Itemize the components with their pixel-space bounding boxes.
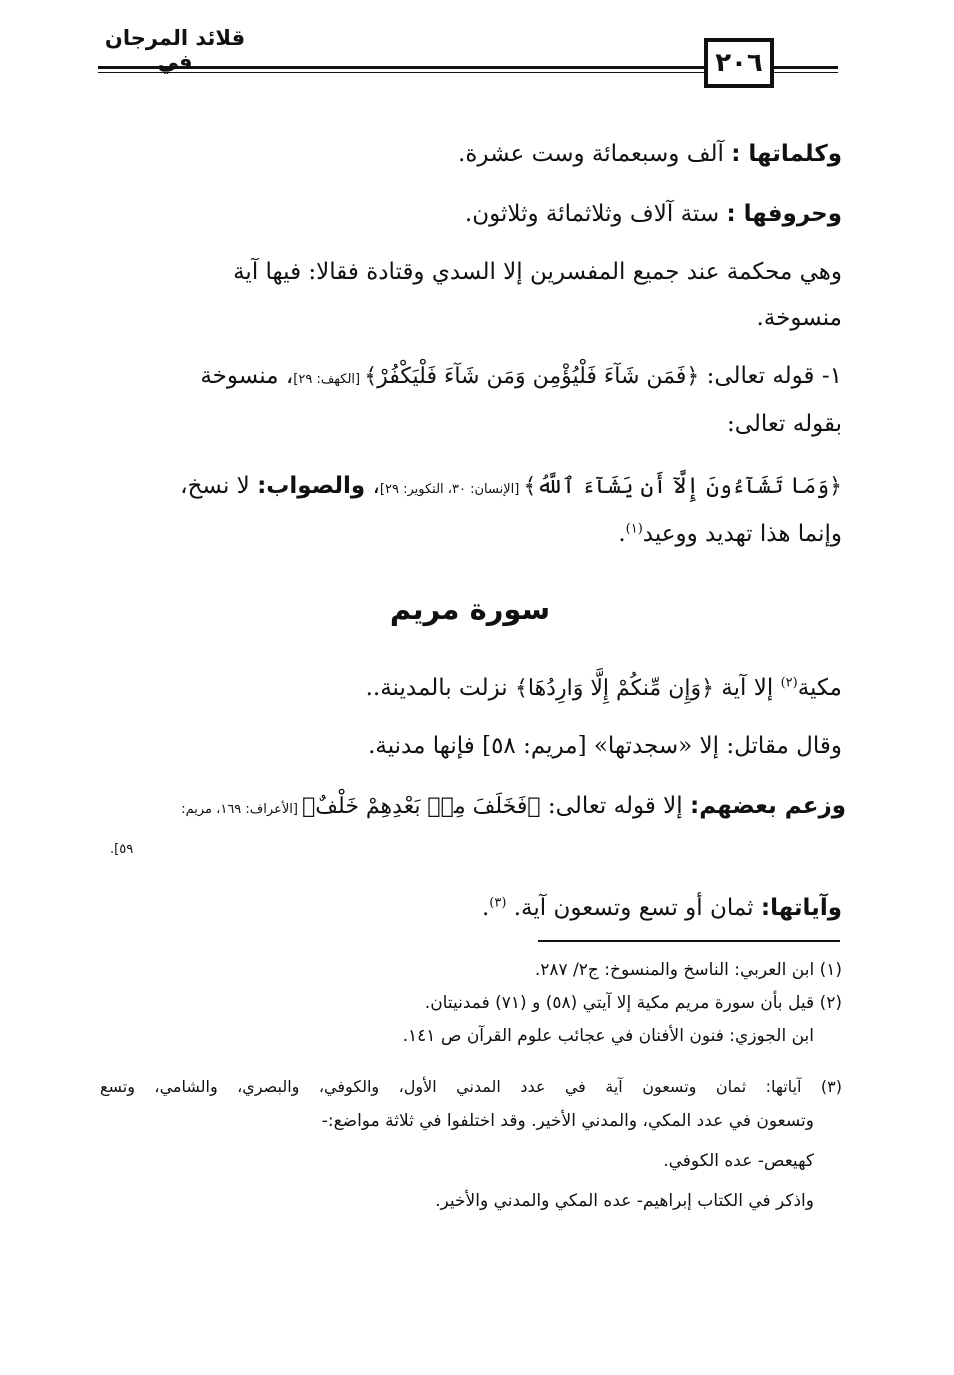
item1-suffix: ، منسوخة [200, 363, 294, 389]
zaam-label: وزعم بعضهم: [690, 793, 846, 819]
item2-line-2 [618, 508, 842, 560]
header-rule-right-bottom [774, 72, 838, 73]
footnote-marker-2: (٢) [780, 675, 798, 691]
item2-separator: ، [365, 473, 380, 499]
correct-view-label: والصواب: [257, 473, 366, 499]
letters-text: ستة آلاف وثلاثمائة وثلاثون. [464, 201, 727, 227]
footnote-3-line-4: واذكر في الكتاب إبراهيم- عده المكي والمدني والأخير. [435, 1191, 814, 1211]
footnote-2-source: ابن الجوزي: فنون الأفنان في عجائب علوم القرآن ص ١٤١. [402, 1026, 814, 1046]
item1-line-2: بقوله تعالى: [727, 411, 842, 437]
verses-count-line [482, 882, 842, 934]
makki-prefix: مكية [797, 675, 842, 701]
zaam-line [181, 780, 846, 836]
muhkama-line-1: وهي محكمة عند جميع المفسرين إلا السدي وقتادة فقالا: فيها آية [233, 259, 842, 285]
letters-label: وحروفها : [726, 201, 842, 227]
makki-mid: إلا آية [713, 675, 781, 701]
item1-quran-verse: ﴿فَمَن شَآءَ فَلْيُؤْمِن وَمَن شَآءَ فَلْيَكْفُرْ﴾ [364, 364, 700, 389]
footnote-3-line-2: وتسعون في عدد المكي، والمدني الأخير. وقد اختلفوا في ثلاثة مواضع:- [321, 1111, 814, 1131]
item1-reference: [الكهف: ٢٩] [293, 372, 365, 387]
zaam-reference: [الأعراف: ١٦٩، مريم: [181, 802, 303, 817]
item2-suffix: لا نسخ، [180, 473, 258, 499]
item2-reference: [الإنسان: ٣٠، التكوير: ٢٩] [379, 482, 524, 497]
running-title: قلائد المرجان في [104, 26, 246, 74]
item2-end: . [618, 521, 626, 547]
item2-line2-text: وإنما هذا تهديد ووعيد [642, 521, 842, 547]
footnote-separator [538, 940, 840, 942]
zaam-quran-verse: ﴿فَخَلَفَ مِنۢ بَعْدِهِمْ خَلْفٌ﴾ [302, 794, 541, 819]
words-label: وكلماتها : [731, 141, 842, 167]
item2-quran-verse: ﴿وَمَا تَشَآءُونَ إِلَّآ أَن يَشَآءَ ٱللَّهُ﴾ [523, 474, 842, 499]
words-text: آلف وسبعمائة وست عشرة. [458, 141, 732, 167]
surah-heading: سورة مريم [389, 592, 551, 626]
makki-line [366, 662, 842, 715]
muqatil-line: وقال مقاتل: إلا «سجدتها» [مريم: ٥٨] فإنها مدنية. [368, 733, 842, 759]
footnote-2: (٢) قيل بأن سورة مريم مكية إلا آيتي (٥٨) و (٧١) فمدنيتان. [424, 993, 842, 1013]
makki-quran-verse: ﴿وَإِن مِّنكُمْ إِلَّا وَارِدُهَا﴾ [514, 676, 714, 701]
verses-label: وآياتها: [760, 895, 842, 921]
zaam-text: إلا قوله تعالى: [540, 793, 690, 819]
verses-text: ثمان أو تسع وتسعون آية. [506, 895, 761, 921]
muhkama-line-2: منسوخة. [756, 305, 842, 331]
footnote-marker-3: (٣) [489, 895, 507, 911]
verses-end: . [481, 895, 490, 921]
page-header [0, 0, 954, 100]
letters-count-line [465, 188, 842, 240]
footnote-1: (١) ابن العربي: الناسخ والمنسوخ: ج٢/ ٢٨٧. [534, 960, 842, 980]
footnote-3-line-1: (٣) آياتها: ثمان وتسعون آية في عدد المدني الأول، والكوفي، والبصري، والشامي، وتسع [100, 1077, 842, 1096]
zaam-reference-cont: ٥٩]. [110, 842, 134, 857]
makki-suffix: نزلت بالمدينة.. [365, 675, 515, 701]
page-number: ٢٠٦ [704, 38, 774, 88]
item1-prefix: ١- قوله تعالى: [699, 363, 842, 389]
words-count-line [458, 128, 842, 180]
footnote-3-line-3: كهيعص- عده الكوفي. [663, 1151, 814, 1171]
footnote-marker-1: (١) [625, 521, 643, 537]
header-rule-right-top [774, 66, 838, 69]
